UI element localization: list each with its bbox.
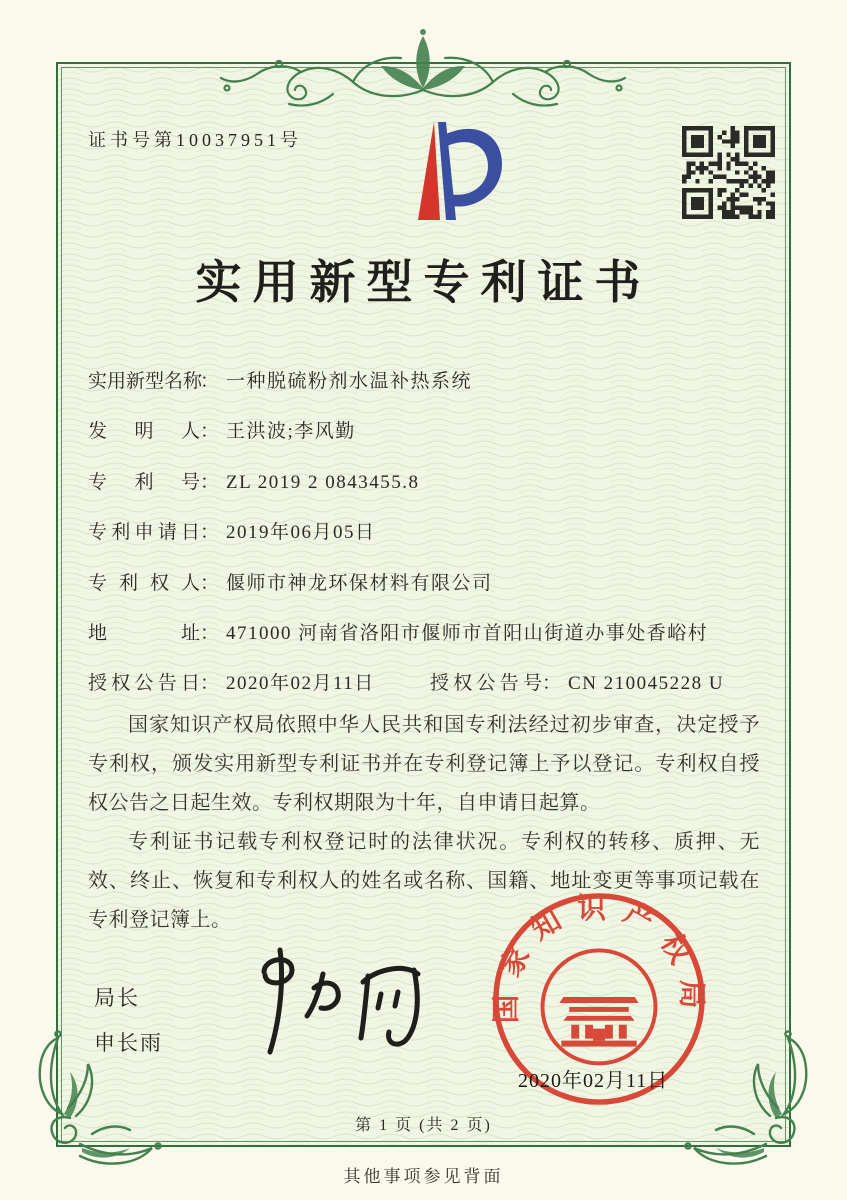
field-patentee: 专利权人： 偃师市神龙环保材料有限公司	[88, 570, 760, 620]
qr-code	[682, 126, 775, 219]
field-value: ZL 2019 2 0843455.8	[226, 471, 420, 493]
director-signature	[228, 940, 443, 1065]
field-label: 专利号	[88, 471, 200, 493]
field-value: CN 210045228 U	[568, 673, 725, 695]
field-grant-date: 授权公告日： 2020年02月11日 授权公告号： CN 210045228 U	[88, 670, 760, 720]
page-number: 第 1 页 (共 2 页)	[355, 1117, 492, 1134]
field-value: 471000 河南省洛阳市偃师市首阳山街道办事处香峪村	[226, 622, 709, 644]
field-value: 一种脱硫粉剂水温补热系统	[226, 371, 473, 392]
back-side-note: 其他事项参见背面	[343, 1167, 504, 1186]
field-list	[88, 368, 760, 721]
field-value: 2019年06月05日	[226, 522, 376, 544]
cnipa-logo-icon	[350, 108, 510, 238]
field-label: 实用新型名称	[88, 371, 203, 392]
officer-title: 局长	[94, 986, 140, 1010]
field-label: 发明人	[88, 421, 200, 443]
field-patent-number: 专利号： ZL 2019 2 0843455.8	[88, 469, 760, 519]
field-address: 地址： 471000 河南省洛阳市偃师市首阳山街道办事处香峪村	[88, 620, 760, 670]
seal-date: 2020年02月11日	[518, 1070, 669, 1092]
seal-text: 国家知识产权局	[490, 893, 708, 1024]
field-label: 授权公告日	[88, 673, 200, 695]
field-label: 专利申请日	[88, 522, 200, 544]
field-filing-date: 专利申请日： 2019年06月05日	[88, 519, 760, 569]
legal-paragraph-1: 国家知识产权局依照中华人民共和国专利法经过初步审查，决定授予专利权，颁发实用新型专利证书并在专利登记簿上予以登记。专利权自授权公告之日起生效。专利权期限为十年，自申请日起算。	[88, 714, 760, 814]
field-label: 授权公告号	[430, 673, 542, 695]
certificate-number: 证书号第10037951号	[88, 130, 302, 150]
officer-name: 申长雨	[94, 1031, 163, 1055]
svg-text:国家知识产权局	[491, 893, 708, 1023]
field-value: 偃师市神龙环保材料有限公司	[226, 572, 493, 594]
field-value: 王洪波;李风勤	[226, 421, 356, 443]
field-label: 地址	[88, 622, 200, 644]
field-value: 2020年02月11日	[226, 673, 375, 695]
legal-paragraph-2: 专利证书记载专利权登记时的法律状况。专利权的转移、质押、无效、终止、恢复和专利权人的姓名或名称、国籍、地址变更等事项记载在专利登记簿上。	[88, 831, 760, 931]
field-grant-number: 授权公告号： CN 210045228 U	[430, 670, 724, 697]
certificate-title: 实用新型专利证书	[195, 257, 652, 308]
field-label: 专利权人	[88, 572, 200, 594]
field-utility-model-name: 实用新型名称： 一种脱硫粉剂水温补热系统	[88, 368, 760, 418]
field-inventor: 发明人： 王洪波;李风勤	[88, 418, 760, 468]
